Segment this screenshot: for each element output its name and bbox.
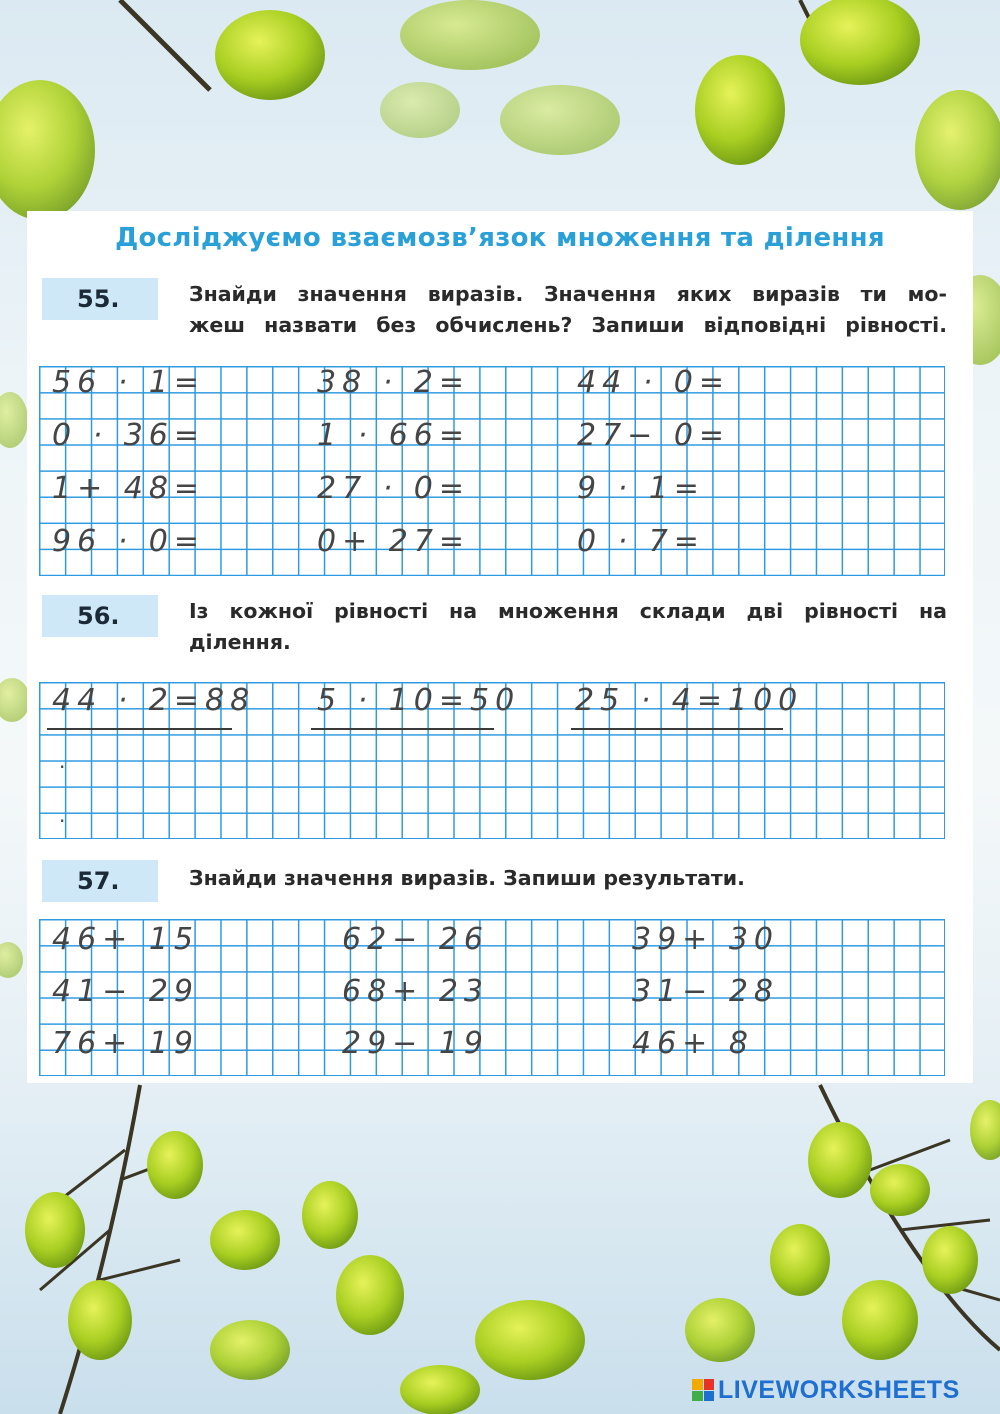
exercise-55-number: 55. [42,278,158,320]
exercise-56-underline [311,728,494,730]
exercise-56-underline [47,728,232,730]
badge-square [704,1379,715,1390]
exercise-56-answer-marker: . [59,803,66,827]
exercise-55-line-2: жеш назвати без обчислень? Запиши відповідні рівності. [189,313,947,337]
exercise-55-expression: 44 · 0= [577,365,731,400]
exercise-57-expression: 76+ 19 [52,1026,200,1061]
exercise-55-expression: 0 · 7= [577,524,705,559]
exercise-57-expression: 31− 28 [632,974,780,1009]
exercise-56-instruction [189,596,947,658]
exercise-55-expression: 38 · 2= [317,365,471,400]
exercise-56-number: 56. [42,595,158,637]
exercise-55-expression: 56 · 1= [52,365,206,400]
exercise-57-expression: 68+ 23 [342,974,490,1009]
exercise-56-equation: 25 · 4=100 [575,683,804,718]
exercise-57-expression: 46+ 8 [632,1026,754,1061]
exercise-55-expression: 1+ 48= [52,471,206,506]
liveworksheets-logo[interactable] [692,1375,960,1405]
worksheet-page [27,211,973,1083]
exercise-55-expression: 0 · 36= [52,418,206,453]
badge-square [692,1391,703,1402]
exercise-57-expression: 29− 19 [342,1026,490,1061]
badge-square [704,1391,715,1402]
badge-square [692,1379,703,1390]
exercise-57-expression: 62− 26 [342,922,490,957]
exercise-55-expression: 0+ 27= [317,524,471,559]
liveworksheets-badge-icon [692,1379,714,1401]
exercise-56-equation: 44 · 2=88 [52,683,256,718]
exercise-55-instruction [189,279,947,341]
exercise-55-expression: 9 · 1= [577,471,705,506]
exercise-56-equation: 5 · 10=50 [317,683,521,718]
exercise-56-line-1: Із кожної рівності на множення склади дві рівності на [189,599,947,623]
exercise-55-expression: 27− 0= [577,418,731,453]
liveworksheets-wordmark: LIVEWORKSHEETS [718,1375,960,1404]
exercise-57-instruction [189,863,947,894]
exercise-57-number: 57. [42,860,158,902]
exercise-57-line-1: Знайди значення виразів. Запиши результати. [189,866,745,890]
exercise-55-line-1: Знайди значення виразів. Значення яких виразів ти мо- [189,282,947,306]
exercise-57-expression: 46+ 15 [52,922,200,957]
exercise-56-underline [571,728,783,730]
exercise-56-answer-marker: . [59,749,66,773]
exercise-55-expression: 1 · 66= [317,418,471,453]
page-title: Досліджуємо взаємозв’язок множення та ділення [115,223,885,253]
exercise-57-expression: 41− 29 [52,974,200,1009]
exercise-56-line-2: ділення. [189,630,291,654]
exercise-55-expression: 96 · 0= [52,524,206,559]
exercise-55-expression: 27 · 0= [317,471,471,506]
exercise-57-expression: 39+ 30 [632,922,780,957]
